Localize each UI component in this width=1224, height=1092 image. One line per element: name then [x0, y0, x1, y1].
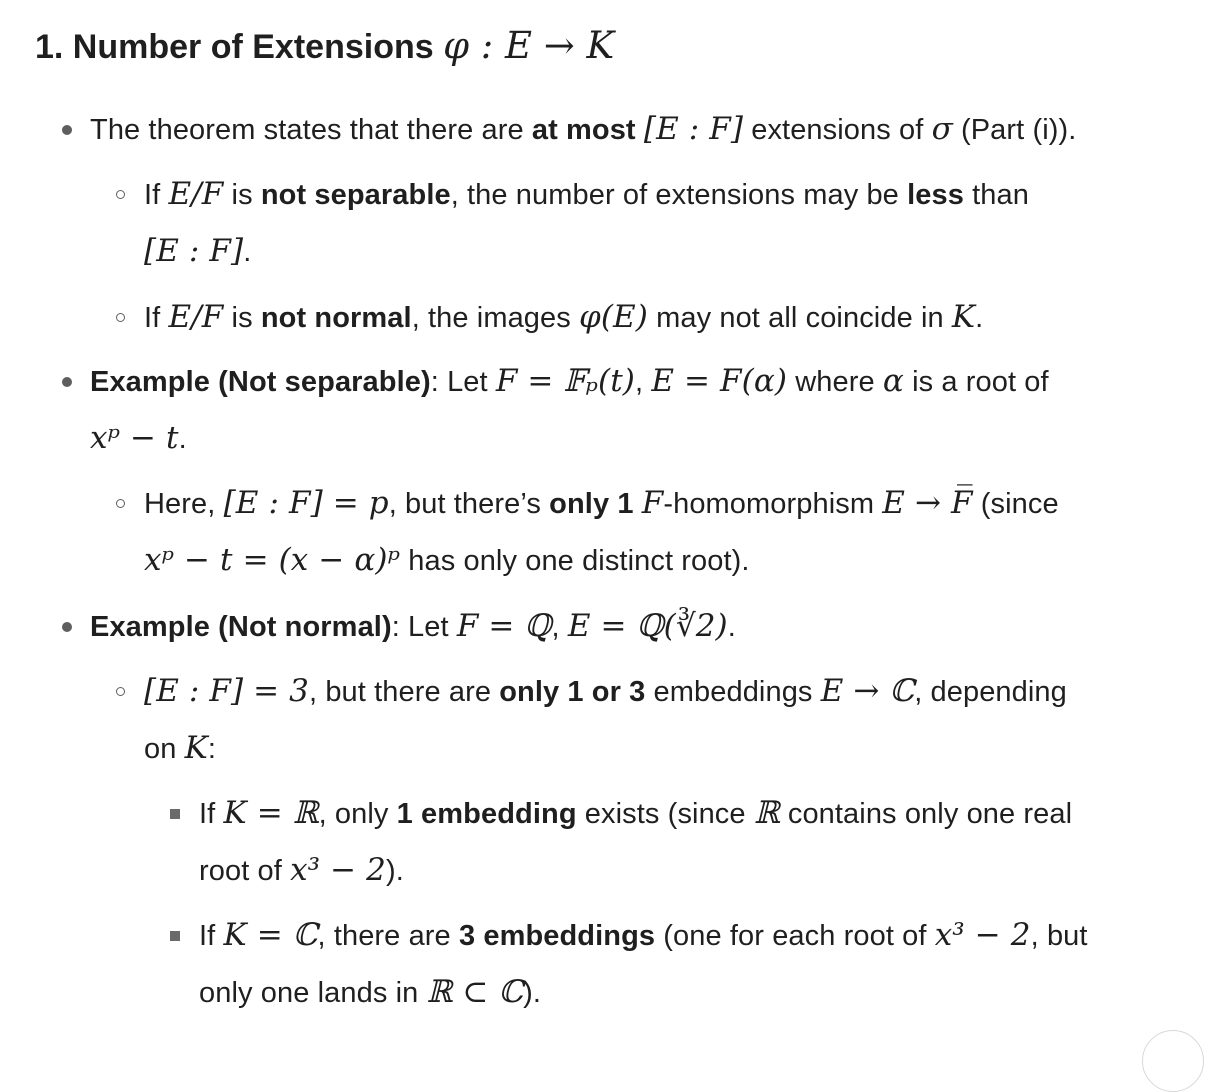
- text-segment: The theorem states that there are: [90, 114, 532, 146]
- text-segment: : Let: [430, 366, 496, 398]
- bold-text: 3 embeddings: [458, 920, 656, 952]
- subbullet-embeddings-continuation: [144, 730, 217, 766]
- math-expression: α: [882, 363, 904, 399]
- circle-bullet-4: [116, 687, 125, 696]
- math-expression: E/F: [168, 176, 224, 212]
- math-expression: ℝ: [753, 795, 780, 831]
- text-segment: where: [787, 366, 883, 398]
- subsubbullet-real-text: [199, 795, 1073, 831]
- section-heading: [35, 24, 615, 67]
- math-expression: φ(E): [579, 299, 648, 335]
- math-expression: σ: [931, 111, 953, 147]
- circle-bullet-2: [116, 313, 125, 322]
- math-expression: E → F̅: [882, 485, 973, 521]
- bullet-example-not-separable-continuation: [90, 420, 187, 456]
- math-expression: E = ℚ(∛2): [567, 608, 728, 644]
- text-segment: : Let: [391, 611, 457, 643]
- text-segment: , but: [1030, 920, 1088, 952]
- text-segment: only one lands in: [199, 977, 427, 1009]
- subbullet-not-separable-continuation: [144, 233, 252, 269]
- bold-text: not separable: [260, 179, 451, 211]
- text-segment: , the images: [411, 302, 580, 334]
- subsubbullet-complex-continuation: [199, 974, 542, 1010]
- text-segment: , the number of extensions may be: [450, 179, 908, 211]
- math-expression: xᵖ − t: [90, 420, 179, 456]
- square-bullet-2: [170, 931, 180, 941]
- subbullet-not-separable-text: [144, 176, 1029, 212]
- text-segment: If: [199, 798, 224, 830]
- subbullet-homomorphism-text: [144, 485, 1059, 521]
- math-expression: [E : F] = 3: [144, 673, 309, 709]
- bullet-theorem-text: [90, 111, 1077, 147]
- text-segment: exists (since: [576, 798, 754, 830]
- text-segment: ,: [635, 366, 652, 398]
- subbullet-embeddings-text: [144, 673, 1067, 709]
- bold-text: not normal: [260, 302, 412, 334]
- text-segment: , but there are: [309, 676, 500, 708]
- bold-text: less: [907, 179, 964, 211]
- disc-bullet-2: [62, 377, 72, 387]
- text-segment: contains only one real: [779, 798, 1073, 830]
- math-expression: [E : F] = p: [223, 485, 389, 521]
- bullet-example-not-normal-text: [90, 608, 736, 644]
- subsubbullet-complex-text: [199, 917, 1088, 953]
- text-segment: , there are: [317, 920, 459, 952]
- math-expression: ℝ ⊂ ℂ: [426, 974, 524, 1010]
- math-expression: [E : F]: [643, 111, 744, 147]
- text-segment: .: [727, 611, 736, 643]
- bold-text: 1 embedding: [396, 798, 577, 830]
- text-segment: ).: [386, 855, 404, 887]
- text-segment: , but there’s: [388, 488, 550, 520]
- text-segment: root of: [199, 855, 291, 887]
- heading-text: 1. Number of Extensions: [35, 28, 444, 66]
- text-segment: , depending: [914, 676, 1067, 708]
- math-expression: K: [951, 299, 976, 335]
- text-segment: .: [243, 236, 252, 268]
- subsubbullet-real-continuation: [199, 852, 404, 888]
- text-segment: than: [963, 179, 1029, 211]
- text-segment: ).: [523, 977, 542, 1009]
- subbullet-homomorphism-continuation: [144, 542, 750, 578]
- text-segment: (Part (i)).: [952, 114, 1077, 146]
- text-segment: has only one distinct root).: [400, 545, 750, 577]
- math-expression: F = ℚ: [456, 608, 552, 644]
- text-segment: embeddings: [645, 676, 821, 708]
- text-segment: If: [199, 920, 224, 952]
- text-segment: [636, 114, 644, 146]
- text-segment: extensions of: [743, 114, 932, 146]
- floating-button-edge[interactable]: [1142, 1030, 1204, 1092]
- disc-bullet-3: [62, 622, 72, 632]
- circle-bullet-1: [116, 190, 125, 199]
- disc-bullet-1: [62, 125, 72, 135]
- circle-bullet-3: [116, 499, 125, 508]
- math-expression: F = 𝔽ₚ(t): [495, 363, 635, 399]
- text-segment: , only: [318, 798, 397, 830]
- bold-text: only 1: [549, 488, 642, 520]
- text-segment: .: [178, 423, 187, 455]
- math-expression: E = F(α): [651, 363, 788, 399]
- text-segment: is a root of: [903, 366, 1049, 398]
- math-expression: x³ − 2: [290, 852, 386, 888]
- text-segment: may not all coincide in: [647, 302, 952, 334]
- text-segment: If: [144, 179, 169, 211]
- subbullet-not-normal-text: [144, 299, 984, 335]
- math-expression: E → ℂ: [820, 673, 915, 709]
- text-segment: -homomorphism: [663, 488, 883, 520]
- text-segment: Here,: [144, 488, 224, 520]
- text-segment: on: [144, 733, 185, 765]
- bold-text: only 1 or 3: [499, 676, 646, 708]
- bold-text: Example (Not separable): [90, 366, 431, 398]
- heading-math: φ : E → K: [443, 24, 615, 67]
- text-segment: (one for each root of: [655, 920, 935, 952]
- text-segment: (since: [972, 488, 1059, 520]
- math-expression: [E : F]: [144, 233, 244, 269]
- text-segment: .: [975, 302, 984, 334]
- bold-text: at most: [531, 114, 636, 146]
- math-expression: F: [641, 485, 664, 521]
- math-expression: K = ℂ: [223, 917, 318, 953]
- text-segment: ,: [551, 611, 568, 643]
- square-bullet-1: [170, 809, 180, 819]
- math-expression: x³ − 2: [934, 917, 1031, 953]
- math-expression: E/F: [168, 299, 224, 335]
- bold-text: Example (Not normal): [90, 611, 392, 643]
- text-segment: is: [223, 179, 261, 211]
- text-segment: is: [223, 302, 261, 334]
- bullet-example-not-separable-text: [90, 363, 1049, 399]
- text-segment: If: [144, 302, 169, 334]
- math-expression: K = ℝ: [223, 795, 319, 831]
- text-segment: :: [207, 733, 217, 765]
- math-expression: K: [184, 730, 208, 766]
- math-expression: xᵖ − t = (x − α)ᵖ: [144, 542, 401, 578]
